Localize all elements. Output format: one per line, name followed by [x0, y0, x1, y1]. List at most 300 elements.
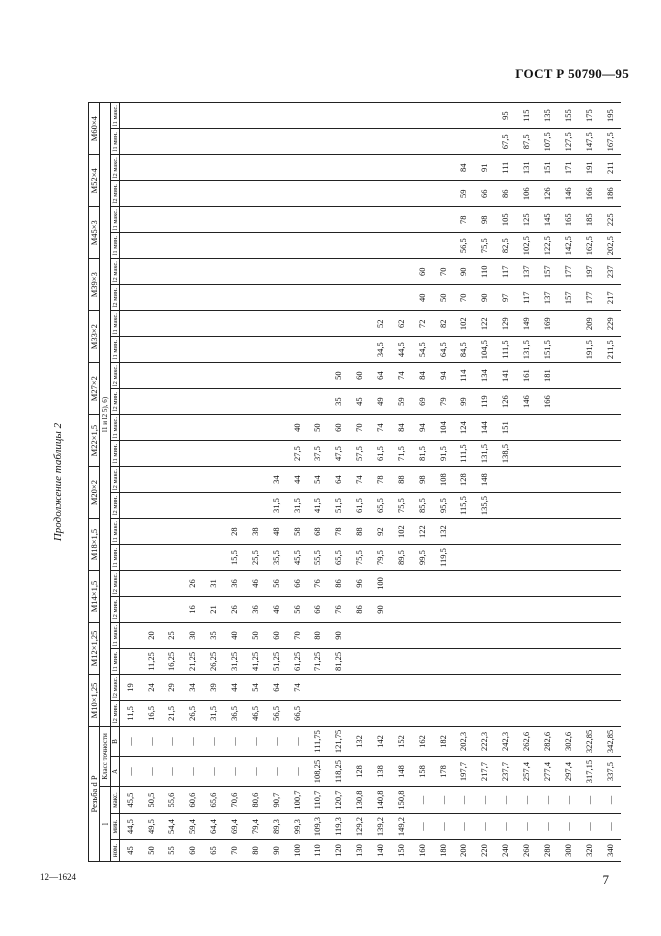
table-cell: 95,5 [433, 493, 454, 519]
table-cell [266, 103, 287, 129]
table-cell: 150 [391, 840, 412, 862]
table-cell: 44 [287, 467, 308, 493]
table-row [162, 103, 183, 862]
table-cell: 90 [329, 623, 350, 649]
table-cell: 76 [308, 571, 329, 597]
table-cell [496, 571, 517, 597]
table-cell [224, 233, 245, 259]
table-cell [204, 389, 225, 415]
table-cell: 98 [475, 207, 496, 233]
table-cell: 240 [496, 840, 517, 862]
table-cell: 162,5 [579, 233, 600, 259]
table-cell [204, 493, 225, 519]
table-cell: 151,5 [537, 337, 558, 363]
table-cell: 178 [433, 757, 454, 787]
table-cell: 142 [370, 726, 391, 756]
table-cell: 90,7 [266, 787, 287, 814]
table-cell [162, 337, 183, 363]
table-cell: 91 [475, 155, 496, 181]
table-cell: 220 [475, 840, 496, 862]
table-cell: 75,5 [391, 493, 412, 519]
col-class-a: А [111, 757, 120, 787]
table-cell: 140,8 [370, 787, 391, 814]
table-cell [537, 571, 558, 597]
table-cell [183, 155, 204, 181]
table-cell [370, 623, 391, 649]
table-cell [600, 700, 621, 726]
table-cell [204, 337, 225, 363]
table-cell [433, 597, 454, 623]
table-cell: 55,6 [162, 787, 183, 814]
table-cell [537, 493, 558, 519]
table-cell [266, 337, 287, 363]
table-cell [162, 155, 183, 181]
table-cell: 78 [454, 207, 475, 233]
lr-span-label: l1 и l2 5), 6) [100, 103, 111, 727]
table-cell: 169 [537, 311, 558, 337]
table-cell: 70 [454, 285, 475, 311]
table-cell: 44,5 [120, 814, 141, 840]
table-cell: 120 [329, 840, 350, 862]
table-cell [224, 363, 245, 389]
table-cell: — [183, 757, 204, 787]
col-l2-max-5: l2 макс. [111, 467, 120, 493]
table-cell: 81,5 [412, 441, 433, 467]
table-cell: 88 [391, 467, 412, 493]
table-cell: 225 [600, 207, 621, 233]
table-cell: 119 [475, 389, 496, 415]
table-cell: 25,5 [245, 545, 266, 571]
table-cell: 86 [350, 597, 371, 623]
table-cell [475, 545, 496, 571]
table-cell: 138,5 [496, 441, 517, 467]
table-cell: 66 [475, 181, 496, 207]
table-cell: 340 [600, 840, 621, 862]
table-cell [370, 285, 391, 311]
table-cell [224, 207, 245, 233]
table-cell [308, 311, 329, 337]
table-cell: 61,25 [287, 648, 308, 674]
table-cell: — [433, 787, 454, 814]
table-row [412, 103, 433, 862]
table-cell: 26,5 [183, 700, 204, 726]
table-cell: 186 [600, 181, 621, 207]
table-cell [454, 674, 475, 700]
table-cell: 41,25 [245, 648, 266, 674]
table-cell: 50 [308, 415, 329, 441]
table-cell: 31,5 [266, 493, 287, 519]
table-cell: 147,5 [579, 129, 600, 155]
table-cell: 60,6 [183, 787, 204, 814]
table-cell: 202,3 [454, 726, 475, 756]
table-cell [245, 493, 266, 519]
table-cell [579, 363, 600, 389]
table-cell [141, 337, 162, 363]
table-cell: 80,6 [245, 787, 266, 814]
table-cell: — [516, 814, 537, 840]
table-cell: 36 [245, 597, 266, 623]
table-cell [162, 571, 183, 597]
table-cell [245, 311, 266, 337]
table-cell: 51,5 [329, 493, 350, 519]
col-l2-min-3: l2 мин. [111, 597, 120, 623]
col-max: макс. [111, 787, 120, 814]
table-cell: 45 [350, 389, 371, 415]
col-l1-max-6: l1 макс. [111, 415, 120, 441]
table-cell: 108 [433, 467, 454, 493]
table-cell: 79,4 [245, 814, 266, 840]
table-cell: 46,5 [245, 700, 266, 726]
table-cell: 55 [162, 840, 183, 862]
table-row [266, 103, 287, 862]
table-cell: 146 [516, 389, 537, 415]
table-cell: 38 [245, 519, 266, 545]
table-cell [412, 623, 433, 649]
table-cell: 64,5 [433, 337, 454, 363]
table-row [183, 103, 204, 862]
col-l1-max-12: l1 макс. [111, 103, 120, 129]
table-cell [287, 337, 308, 363]
table-cell: 35 [329, 389, 350, 415]
col-l2-max-11: l2 макс. [111, 155, 120, 181]
table-cell [475, 623, 496, 649]
table-cell: 24 [141, 674, 162, 700]
table-cell [600, 493, 621, 519]
table-cell [329, 155, 350, 181]
table-cell [245, 155, 266, 181]
table-cell: 86 [329, 571, 350, 597]
table-cell [287, 155, 308, 181]
table-cell [579, 648, 600, 674]
table-cell: 85,5 [412, 493, 433, 519]
table-cell [204, 155, 225, 181]
table-cell [183, 467, 204, 493]
table-cell [350, 103, 371, 129]
table-cell [266, 233, 287, 259]
table-cell: 61,5 [370, 441, 391, 467]
table-cell: 66 [287, 571, 308, 597]
table-cell: — [266, 726, 287, 756]
table-cell: 162 [412, 726, 433, 756]
table-cell: 70 [287, 623, 308, 649]
table-cell: 54 [308, 467, 329, 493]
table-cell [454, 700, 475, 726]
table-cell [245, 337, 266, 363]
table-cell: 34 [266, 467, 287, 493]
table-cell [183, 207, 204, 233]
table-row [433, 103, 454, 862]
table-cell: 82 [433, 311, 454, 337]
table-cell: 128 [350, 757, 371, 787]
table-cell [391, 674, 412, 700]
table-cell [183, 233, 204, 259]
table-cell [412, 207, 433, 233]
table-cell: 45,5 [287, 545, 308, 571]
table-cell [496, 700, 517, 726]
table-cell [245, 285, 266, 311]
table-cell [308, 285, 329, 311]
table-cell [224, 285, 245, 311]
table-cell: 134 [475, 363, 496, 389]
table-cell [516, 648, 537, 674]
table-cell [162, 207, 183, 233]
table-cell [287, 207, 308, 233]
table-cell [454, 648, 475, 674]
table-cell: 237 [600, 259, 621, 285]
length-label: l [100, 787, 111, 862]
table-cell: 11,25 [141, 648, 162, 674]
table-cell [600, 389, 621, 415]
table-row [454, 103, 475, 862]
table-cell [412, 129, 433, 155]
table-cell: 137 [537, 285, 558, 311]
table-cell [558, 597, 579, 623]
table-cell [537, 519, 558, 545]
table-cell: 50,5 [141, 787, 162, 814]
table-cell: 100 [287, 840, 308, 862]
table-cell: 19 [120, 674, 141, 700]
table-cell [162, 441, 183, 467]
table-cell [579, 519, 600, 545]
table-cell [600, 467, 621, 493]
table-row [287, 103, 308, 862]
table-cell [120, 545, 141, 571]
table-cell [141, 519, 162, 545]
table-cell [391, 155, 412, 181]
table-cell: 117 [516, 285, 537, 311]
table-cell [350, 181, 371, 207]
table-cell: 36 [224, 571, 245, 597]
table-cell: 297,4 [558, 757, 579, 787]
table-cell [120, 363, 141, 389]
table-cell: 197,7 [454, 757, 475, 787]
table-cell: — [224, 757, 245, 787]
table-cell [329, 207, 350, 233]
table-cell: 60 [183, 840, 204, 862]
table-cell [308, 337, 329, 363]
table-cell [162, 493, 183, 519]
table-cell: 92 [370, 519, 391, 545]
table-cell: 130,8 [350, 787, 371, 814]
table-cell [433, 700, 454, 726]
table-cell: 31,5 [204, 700, 225, 726]
table-cell: 62 [391, 311, 412, 337]
table-cell [329, 285, 350, 311]
thread-group-11: M52×4 [89, 155, 100, 207]
table-cell [370, 259, 391, 285]
thread-label: Резьба d P [89, 726, 100, 861]
table-cell [162, 519, 183, 545]
table-cell [329, 259, 350, 285]
table-cell [162, 285, 183, 311]
thread-group-1: M10×1,25 [89, 674, 100, 726]
table-cell: 56,5 [266, 700, 287, 726]
table-cell: — [454, 814, 475, 840]
col-l1-max-4: l1 макс. [111, 519, 120, 545]
table-cell [204, 129, 225, 155]
table-cell: 34 [183, 674, 204, 700]
thread-group-2: M12×1,25 [89, 623, 100, 675]
accuracy-label: Класс точности [100, 726, 111, 786]
table-cell [558, 493, 579, 519]
table-cell [329, 311, 350, 337]
table-cell [308, 233, 329, 259]
table-cell [350, 674, 371, 700]
table-cell [162, 467, 183, 493]
table-cell: 99,3 [287, 814, 308, 840]
table-cell [266, 207, 287, 233]
table-cell [141, 493, 162, 519]
table-cell: 60 [412, 259, 433, 285]
table-cell: — [558, 787, 579, 814]
col-l1-min-2: l1 мин. [111, 648, 120, 674]
table-cell: 64 [329, 467, 350, 493]
table-row [141, 103, 162, 862]
table-cell: 135,5 [475, 493, 496, 519]
table-cell [600, 648, 621, 674]
table-cell [579, 389, 600, 415]
table-cell: 100,7 [287, 787, 308, 814]
table-row [537, 103, 558, 862]
col-l1-min-8: l1 мин. [111, 337, 120, 363]
col-l2-max-7: l2 макс. [111, 363, 120, 389]
table-cell: — [537, 814, 558, 840]
table-cell: 34,5 [370, 337, 391, 363]
table-cell: 26 [183, 571, 204, 597]
table-cell: 35,5 [266, 545, 287, 571]
table-cell [579, 441, 600, 467]
table-cell [475, 103, 496, 129]
table-cell [516, 623, 537, 649]
table-cell [496, 648, 517, 674]
table-cell: 128 [454, 467, 475, 493]
table-cell: 150,8 [391, 787, 412, 814]
table-cell: 79 [433, 389, 454, 415]
table-cell: 39 [204, 674, 225, 700]
table-cell [412, 155, 433, 181]
table-cell [433, 129, 454, 155]
table-cell [391, 648, 412, 674]
table-cell [183, 259, 204, 285]
table-cell [245, 389, 266, 415]
table-cell: 69 [412, 389, 433, 415]
table-cell: — [204, 757, 225, 787]
table-cell [370, 181, 391, 207]
table-cell: 160 [412, 840, 433, 862]
table-cell [579, 415, 600, 441]
table-cell [496, 519, 517, 545]
table-cell: 129,2 [350, 814, 371, 840]
table-cell [537, 415, 558, 441]
table-cell: 97 [496, 285, 517, 311]
table-cell: 200 [454, 840, 475, 862]
table-cell: 65,5 [329, 545, 350, 571]
table-cell [391, 623, 412, 649]
table-cell [162, 103, 183, 129]
table-cell [391, 181, 412, 207]
table-cell: — [412, 787, 433, 814]
header-row-3 [111, 103, 120, 862]
table-cell [141, 181, 162, 207]
table-cell [183, 441, 204, 467]
table-row [245, 103, 266, 862]
table-cell: 50 [433, 285, 454, 311]
table-cell: 277,4 [537, 757, 558, 787]
table-cell: 257,4 [516, 757, 537, 787]
table-cell [183, 181, 204, 207]
table-cell [141, 545, 162, 571]
table-cell: 21,25 [183, 648, 204, 674]
table-cell: 131,5 [475, 441, 496, 467]
table-cell [287, 129, 308, 155]
table-cell [329, 700, 350, 726]
table-cell: 94 [412, 415, 433, 441]
table-cell [141, 233, 162, 259]
table-cell: 142,5 [558, 233, 579, 259]
table-cell [266, 285, 287, 311]
table-cell [287, 363, 308, 389]
table-cell: 130 [350, 840, 371, 862]
col-l1-min-12: l1 мин. [111, 129, 120, 155]
table-cell: 202,5 [600, 233, 621, 259]
table-cell [120, 597, 141, 623]
table-cell: 104,5 [475, 337, 496, 363]
table-cell [224, 493, 245, 519]
table-cell: — [287, 757, 308, 787]
table-cell: 282,6 [537, 726, 558, 756]
table-cell [370, 674, 391, 700]
table-cell: 237,7 [496, 757, 517, 787]
table-cell [120, 493, 141, 519]
col-l1-min-6: l1 мин. [111, 441, 120, 467]
table-cell [204, 233, 225, 259]
table-cell [433, 233, 454, 259]
table-cell: 50 [141, 840, 162, 862]
table-cell: 211 [600, 155, 621, 181]
table-cell [475, 571, 496, 597]
table-cell: 64 [266, 674, 287, 700]
table-cell [558, 700, 579, 726]
table-cell: 40 [224, 623, 245, 649]
table-cell [308, 155, 329, 181]
rotated-table [88, 102, 621, 862]
table-cell: 166 [537, 389, 558, 415]
col-l2-min-1: l2 мин. [111, 700, 120, 726]
table-cell [141, 285, 162, 311]
table-cell [245, 259, 266, 285]
table-cell [391, 259, 412, 285]
table-cell [183, 493, 204, 519]
table-cell: 181 [537, 363, 558, 389]
table-cell: 161 [516, 363, 537, 389]
table-cell [329, 233, 350, 259]
table-cell [350, 285, 371, 311]
table-cell [391, 233, 412, 259]
table-cell: 84 [391, 415, 412, 441]
thread-group-6: M22×1,5 [89, 415, 100, 467]
table-cell: — [454, 787, 475, 814]
table-cell [183, 337, 204, 363]
table-cell [558, 337, 579, 363]
table-cell: 148 [391, 757, 412, 787]
table-cell: 262,6 [516, 726, 537, 756]
table-cell: 158 [412, 757, 433, 787]
table-cell [433, 648, 454, 674]
table-cell [600, 674, 621, 700]
table-cell: 55,5 [308, 545, 329, 571]
table-cell: 135 [537, 103, 558, 129]
table-cell [600, 363, 621, 389]
